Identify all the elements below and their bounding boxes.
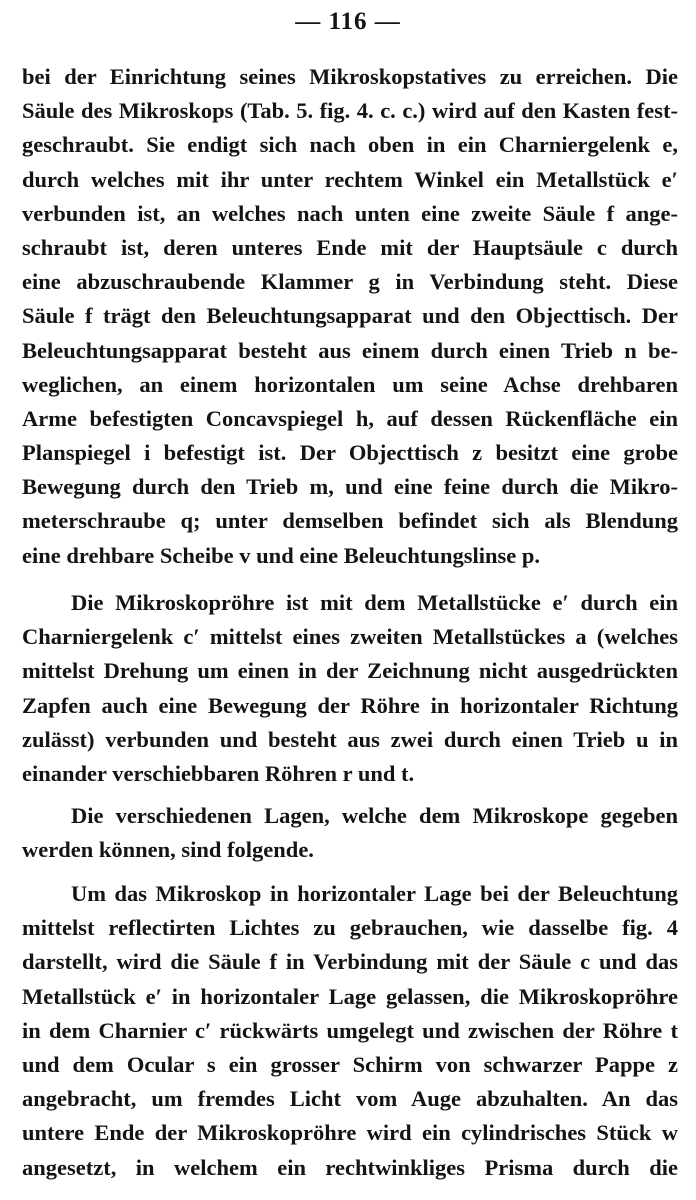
text-line: Um das Mikroskop in horizontaler Lage bei der Beleuchtung <box>71 881 678 906</box>
text-line: Planspiegel i befestigt ist. Der Objecttisch z besitzt eine grobe <box>22 440 678 466</box>
text-line: geschraubt. Sie endigt sich nach oben in ein Charniergelenk e, <box>22 132 678 158</box>
text-line: angebracht, um fremdes Licht vom Auge abzuhalten. An das <box>22 1086 678 1112</box>
text-line: schraubt ist, deren unteres Ende mit der Hauptsäule c durch <box>22 234 678 260</box>
page-number: — 116 — <box>295 8 401 35</box>
text-line: mittelst reflectirten Lichtes zu gebrauchen, wie dasselbe fig. 4 <box>22 915 678 941</box>
text-line: angesetzt, in welchem ein rechtwinkliges Prisma durch die <box>22 1154 678 1180</box>
text-line: meterschraube q; unter demselben befindet sich als Blendung <box>22 508 678 534</box>
paragraph-1 <box>22 60 678 573</box>
text-line: Die verschiedenen Lagen, welche dem Mikroskope gegeben <box>71 803 678 828</box>
text-line: Arme befestigten Concavspiegel h, auf dessen Rückenfläche ein <box>22 405 678 431</box>
text-line: einander verschiebbaren Röhren r und t. <box>22 760 415 786</box>
text-line: darstellt, wird die Säule f in Verbindung mit der Säule c und das <box>22 949 678 975</box>
text-line: eine abzuschraubende Klammer g in Verbindung steht. Diese <box>22 269 678 295</box>
text-line: Bewegung durch den Trieb m, und eine feine durch die Mikro- <box>22 474 678 500</box>
text-line: Säule f trägt den Beleuchtungsapparat und den Objecttisch. Der <box>22 303 678 329</box>
text-line: Metallstück e′ in horizontaler Lage gelassen, die Mikroskopröhre <box>22 983 678 1009</box>
text-line: mittelst Drehung um einen in der Zeichnung nicht ausgedrückten <box>22 658 678 684</box>
text-line: Säule des Mikroskops (Tab. 5. fig. 4. c. c.) wird auf den Kasten fest- <box>22 98 678 124</box>
paragraph-3 <box>22 799 678 867</box>
text-line: weglichen, an einem horizontalen um seine Achse drehbaren <box>22 371 678 397</box>
text-line: Die Mikroskopröhre ist mit dem Metallstücke e′ durch ein <box>71 590 678 615</box>
text-line: eine drehbare Scheibe v und eine Beleuchtungslinse p. <box>22 542 540 568</box>
text-line: durch welches mit ihr unter rechtem Winkel ein Metallstück e′ <box>22 166 678 192</box>
text-line: bei der Einrichtung seines Mikroskopstatives zu erreichen. Die <box>22 64 678 89</box>
text-line: verbunden ist, an welches nach unten eine zweite Säule f ange- <box>22 200 678 226</box>
paragraph-2 <box>22 586 678 791</box>
text-line: und dem Ocular s ein grosser Schirm von schwarzer Pappe z <box>22 1051 678 1077</box>
text-line: Zapfen auch eine Bewegung der Röhre in horizontaler Richtung <box>22 692 678 718</box>
text-line: werden können, sind folgende. <box>22 837 314 863</box>
text-line: untere Ende der Mikroskopröhre wird ein cylindrisches Stück w <box>22 1120 678 1146</box>
text-line: zulässt) verbunden und besteht aus zwei durch einen Trieb u in <box>22 726 678 752</box>
text-line: Charniergelenk c′ mittelst eines zweiten Metallstückes a (welches <box>22 624 678 650</box>
text-line: Beleuchtungsapparat besteht aus einem durch einen Trieb n be- <box>22 337 678 363</box>
paragraph-4 <box>22 877 678 1185</box>
text-line: in dem Charnier c′ rückwärts umgelegt und zwischen der Röhre t <box>22 1017 678 1043</box>
